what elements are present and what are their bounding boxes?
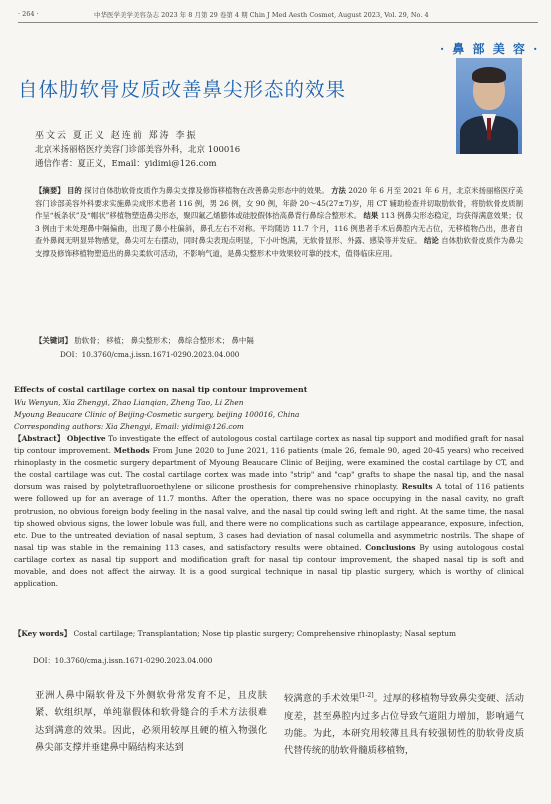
results-text: 113 例鼻尖形态稳定，均获得满意效果；仅 3 例由于未处理鼻中隔偏曲，出现了鼻小柱偏斜，鼻孔左右不对称。平均随访 11.7 个月，116 例患者手术后鼻腔内无占位，无移植物凸出，患者自查外鼻阀无明显异物感觉，鼻尖可左右摆动，同时鼻尖表现点明显，下小叶饱满，无软骨显形、外露、感染等并发症。: [35, 211, 523, 246]
affiliation-en: Myoung Beaucare Clinic of Beijing-Cosmetic surgery, beijing 100016, China: [14, 410, 300, 419]
authors-en: Wu Wenyun, Xia Zhengyi, Zhao Lianqian, Zheng Tao, Li Zhen: [14, 398, 244, 407]
body-column-left: [35, 687, 267, 757]
header-rule: [18, 22, 538, 23]
methods-text-en: From June 2020 to June 2021, 116 patients (male 26, female 90, aged 20-45 years) who received rhinoplasty in the cosmetic surgery department of Myoung Beaucare Clinic of Beijing, were examined the costal cartilage by CT, and the costal cartilage was cut. The costal cartilage cortex was made into "strip" and "cap" grafts to shape the nasal tip, and the nasal dorsum was raised by polytetrafluoroethylene or silicone prosthesis for comprehensive rhinoplasty.: [14, 446, 524, 492]
affiliation-cn: 北京米扬丽格医疗美容门诊部美容外科，北京 100016: [35, 145, 241, 155]
results-text-en: A total of 116 patients were followed up for an average of 11.7 months. After the operation, there was no space occupying in the nasal cavity, no graft protrusion, no obvious foreign body feeling in the nasal valve, and the nasal tip could swing left and right. At the same time, the nasal tip showed obvious signs, the lower lobule was full, and there were no complications such as cartilage appearance, exposure, infection, etc. Due to the untreated deviation of nasal septum, 3 cases had deviation of nasal columella and asymmetric nostrils. The shape of nasal tip was stable in the remaining 113 cases, and satisfactory results were obtained.: [14, 482, 525, 552]
keywords-text: 肋软骨； 移植； 鼻尖整形术； 鼻综合整形术； 鼻中隔: [74, 336, 254, 345]
objective-label: 目的: [67, 186, 82, 195]
journal-citation: 中华医学美学美容杂志 2023 年 8 月第 29 卷第 4 期 Chin J Med Aesth Cosmet, August 2023, Vol. 29, No. 4: [94, 11, 429, 19]
keywords-text-en: Costal cartilage; Transplantation; Nose tip plastic surgery; Comprehensive rhinoplasty; Nasal septum: [73, 629, 457, 638]
authors-cn: 巫文云 夏正义 赵连前 郑涛 李振: [35, 131, 198, 141]
page-number: · 264 ·: [18, 10, 39, 18]
column-label: · 鼻 部 美 容 ·: [440, 42, 540, 56]
abstract-en: [14, 433, 524, 590]
keywords-label-en: 【Key words】: [14, 629, 72, 638]
body-column-right: [284, 687, 524, 760]
conclusions-label-en: Conclusions: [365, 542, 416, 552]
author-photo: [456, 58, 522, 154]
running-header: [18, 8, 538, 22]
objective-text-en: To investigate the effect of autologous costal cartilage cortex as nasal tip support and modified graft for nasal tip contour improvement.: [14, 434, 524, 456]
body-right-text-rest: 。过厚的移植物导致鼻尖变硬、活动度差，甚至鼻腔内过多占位导致气道阻力增加，影响通气功能。为此，本研究用较薄且具有较强韧性的肋软骨皮质代替传统的肋软骨髓质移植物，: [284, 693, 524, 757]
article-title-en: Effects of costal cartilage cortex on nasal tip contour improvement: [14, 385, 308, 394]
keywords-en: [14, 628, 524, 640]
body-left-text: 亚洲人鼻中隔软骨及下外侧软骨常发育不足，且皮肤紧、软组织厚，单纯靠假体和软骨缝合的手术方法很难达到满意的效果。因此，必须用较厚且硬的植入物强化鼻尖部支撑并垂建鼻中隔结构来达到: [35, 690, 267, 754]
objective-label-en: Objective: [66, 434, 106, 443]
conclusions-text-en: By using autologous costal cartilage cortex as nasal tip support and modification graft for nasal tip contour improvement, the shaped nasal tip is soft and movable, and does not affect the airway. It is a good surgical technique in nasal tip plastic surgery, which is worthy of clinical application.: [14, 542, 524, 589]
conclusions-text: 自体肋软骨皮质作为鼻尖支撑及修饰移植物塑造出的鼻尖柔软可活动，不影响气道，是鼻尖整形术中效果较可靠的技术，值得临床应用。: [35, 236, 523, 258]
abstract-label-en: 【Abstract】: [14, 434, 65, 443]
doi-en: DOI：10.3760/cma.j.issn.1671-0290.2023.04.000: [33, 656, 213, 665]
methods-label: 方法: [331, 186, 346, 195]
conclusions-label: 结论: [423, 236, 439, 246]
corresponding-author-en: Corresponding authors: Xia Zhengyi, Email: yidimi@126.com: [14, 422, 244, 431]
keywords-label: 【关键词】: [35, 336, 72, 345]
methods-text: 2020 年 6 月至 2021 年 6 月，北京米扬丽格医疗美容门诊部美容外科要求实施鼻尖成形术患者 116 例，男 26 例，女 90 例，年龄 20～45(27±7)岁，用 CT 辅助检查并切取肋软骨，将肋软骨皮质制作呈“板条状”及“帽状”移植物塑造鼻尖形态，聚四氟乙烯膨体或硅胶假体抬高鼻背行鼻综合整形术。: [35, 186, 523, 221]
article-title-cn: 自体肋软骨皮质改善鼻尖形态的效果: [18, 78, 347, 101]
results-label: 结果: [363, 211, 379, 221]
objective-text: 探讨自体肋软骨皮质作为鼻尖支撑及修饰移植物在改善鼻尖形态中的效果。: [84, 186, 329, 195]
corresponding-author-cn: 通信作者：夏正义，Email：yidimi@126.com: [35, 159, 217, 169]
doi-cn: DOI：10.3760/cma.j.issn.1671-0290.2023.04.000: [60, 350, 240, 359]
abstract-cn: [35, 185, 523, 261]
body-right-text: 较满意的手术效果: [284, 693, 360, 705]
methods-label-en: Methods: [113, 446, 150, 456]
keywords-cn: [35, 335, 523, 346]
citation-superscript: [1-2]: [359, 692, 374, 699]
results-label-en: Results: [401, 482, 433, 492]
abstract-label: 【摘要】: [35, 186, 65, 195]
